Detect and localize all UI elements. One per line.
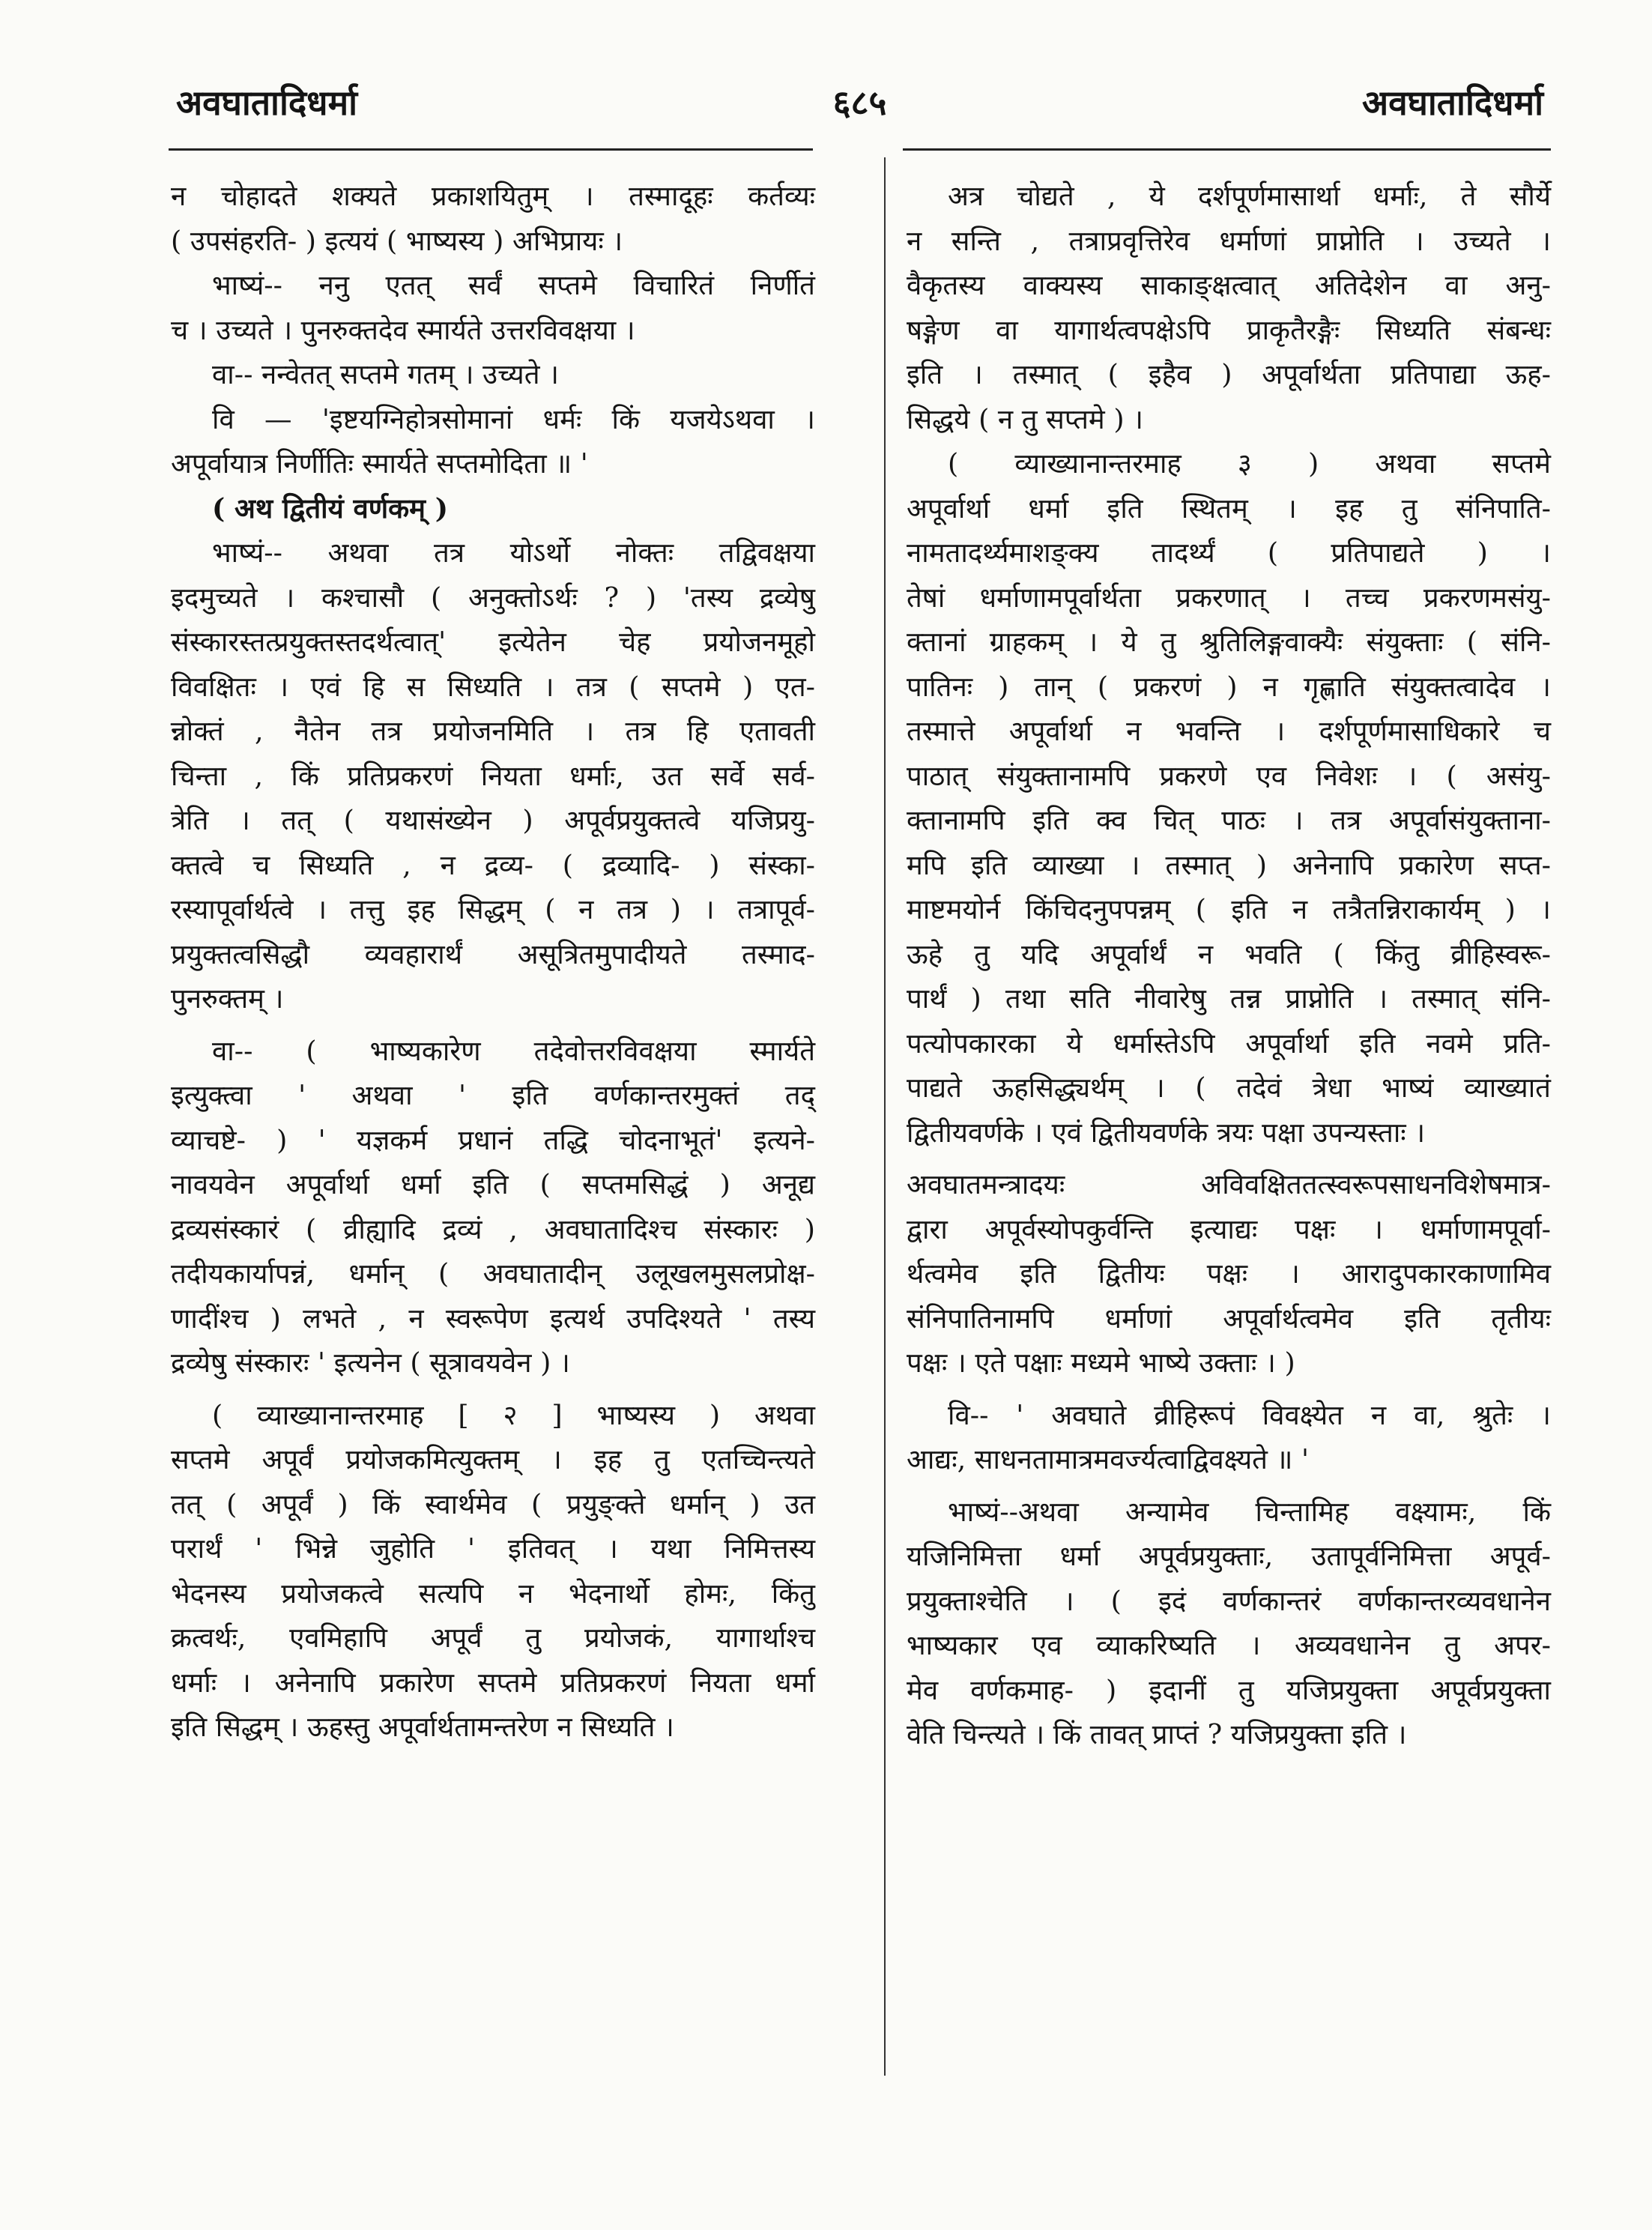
text-line: चिन्ता , किं प्रतिप्रकरणं नियता धर्माः, उत सर्वे सर्व-	[171, 759, 815, 792]
text-line: वैकृतस्य वाक्यस्य साकाङ्क्षत्वात् अतिदेशेन वा अनु-	[907, 269, 1551, 301]
text-line: पार्थं ) तथा सति नीवारेषु तन्न प्राप्नोति । तस्मात् संनि-	[907, 982, 1551, 1015]
text-line: ( व्याख्यानान्तरमाह ३ ) अथवा सप्तमे	[948, 447, 1551, 480]
text-line: पत्योपकारका ये धर्मास्तेऽपि अपूर्वार्था इति नवमे प्रति-	[907, 1027, 1551, 1060]
text-line: भाष्यं-- ननु एतत् सर्वं सप्तमे विचारितं निर्णीतं	[212, 269, 815, 301]
header-rule-right	[903, 148, 1551, 151]
header-rule-left	[169, 148, 813, 151]
text-line: विवक्षितः । एवं हि स सिध्यति । तत्र ( सप्तमे ) एत-	[171, 670, 815, 703]
text-line: न सन्ति , तत्राप्रवृत्तिरेव धर्माणां प्राप्नोति । उच्यते ।	[907, 224, 1551, 257]
running-title-left: अवघातादिधर्मा	[176, 82, 358, 123]
text-line: इति सिद्धम् । ऊहस्तु अपूर्वार्थतामन्तरेण न सिध्यति ।	[171, 1711, 674, 1743]
text-line: प्रयुक्ताश्चेति । ( इदं वर्णकान्तरं वर्णकान्तरव्यवधानेन	[907, 1584, 1551, 1617]
text-line: क्तानामपि इति क्व चित् पाठः । तत्र अपूर्वासंयुक्ताना-	[907, 804, 1551, 836]
text-line: भेदनस्य प्रयोजकत्वे सत्यपि न भेदनार्थो होमः, किंतु	[171, 1577, 815, 1610]
text-line: ( व्याख्यानान्तरमाह [ २ ] भाष्यस्य ) अथवा	[212, 1398, 815, 1431]
text-line: पाठात् संयुक्तानामपि प्रकरणे एव निवेशः । ( असंयु-	[907, 759, 1551, 792]
text-line: मेव वर्णकमाह- ) इदानीं तु यजिप्रयुक्ता अपूर्वप्रयुक्ता	[907, 1673, 1551, 1706]
text-line: पाद्यते ऊहसिद्ध्यर्थम् । ( तदेवं त्रेधा भाष्यं व्याख्यातं	[907, 1072, 1551, 1104]
text-line: भाष्यं-- अथवा तत्र योऽर्थो नोक्तः तद्विवक्षया	[212, 537, 815, 569]
text-line: वेति चिन्त्यते । किं तावत् प्राप्तं ? यजिप्रयुक्ता इति ।	[907, 1718, 1407, 1750]
text-line: तदीयकार्यापन्नं, धर्मान् ( अवघातादीन् उलूखलमुसलप्रोक्ष-	[171, 1257, 815, 1290]
text-line: न चोहादते शक्यते प्रकाशयितुम् । तस्मादूहः कर्तव्यः	[171, 180, 815, 212]
text-line: इत्युक्त्वा ' अथवा ' इति वर्णकान्तरमुक्तं तद्	[171, 1079, 815, 1111]
left-column	[171, 174, 815, 1750]
text-line: पुनरुक्तम् ।	[171, 982, 284, 1015]
running-title-right: अवघातादिधर्मा	[1361, 82, 1543, 123]
text-line: नामतादर्थ्यमाशङ्क्य तादर्थ्यं ( प्रतिपाद्यते ) ।	[907, 537, 1551, 569]
text-line: संस्कारस्तत्प्रयुक्तस्तदर्थत्वात्' इत्येतेन चेह प्रयोजनमूहो	[171, 626, 815, 658]
page-number: ६८५	[832, 82, 887, 123]
text-line: माष्टमयोर्न किंचिदनुपपन्नम् ( इति न तत्रैतन्निराकार्यम् ) ।	[907, 893, 1551, 925]
text-line: वा-- ( भाष्यकारेण तदेवोत्तरविवक्षया स्मार्यते	[212, 1034, 815, 1067]
text-line: त्रेति । तत् ( यथासंख्येन ) अपूर्वप्रयुक्तत्वे यजिप्रयु-	[171, 804, 815, 836]
text-line: वा-- नन्वेतत् सप्तमे गतम् । उच्यते ।	[212, 358, 559, 390]
text-line: रस्यापूर्वार्थत्वे । तत्तु इह सिद्धम् ( न तत्र ) । तत्रापूर्व-	[171, 893, 815, 925]
text-line: वि — 'इष्टयग्निहोत्रसोमानां धर्मः किं यजयेऽथवा ।	[212, 402, 815, 435]
text-line: प्रयुक्तत्वसिद्धौ व्यवहारार्थं असूत्रितमुपादीयते तस्माद-	[171, 937, 815, 970]
text-line: इति । तस्मात् ( इहैव ) अपूर्वार्थता प्रतिपाद्या ऊह-	[907, 358, 1551, 390]
column-divider	[884, 157, 886, 2076]
section-heading: ( अथ द्वितीयं वर्णकम् )	[212, 492, 448, 525]
text-line: इदमुच्यते । कश्चासौ ( अनुक्तोऽर्थः ? ) 'तस्य द्रव्येषु	[171, 581, 815, 614]
page-header	[169, 71, 1551, 139]
text-line: द्रव्येषु संस्कारः ' इत्यनेन ( सूत्रावयवेन ) ।	[171, 1347, 570, 1379]
text-line: यजिनिमित्ता धर्मा अपूर्वप्रयुक्ताः, उतापूर्वनिमित्ता अपूर्व-	[907, 1540, 1551, 1572]
text-line: तेषां धर्माणामपूर्वार्थता प्रकरणात् । तच्च प्रकरणमसंयु-	[907, 581, 1551, 614]
text-line: परार्थं ' भिन्ने जुहोति ' इतिवत् । यथा निमित्तस्य	[171, 1532, 815, 1565]
text-line: भाष्यं--अथवा अन्यामेव चिन्तामिह वक्ष्यामः, किं	[948, 1495, 1551, 1528]
text-line: क्तानां ग्राहकम् । ये तु श्रुतिलिङ्गवाक्यैः संयुक्ताः ( संनि-	[907, 626, 1551, 658]
text-line: ऊहे तु यदि अपूर्वार्थं न भवति ( किंतु व्रीहिस्वरू-	[907, 937, 1551, 970]
text-line: अत्र चोद्यते , ये दर्शपूर्णमासार्था धर्माः, ते सौर्ये	[948, 180, 1551, 212]
text-line: वि-- ' अवघाते व्रीहिरूपं विवक्ष्येत न वा, श्रुतेः ।	[948, 1398, 1551, 1431]
text-line: षङ्गेण वा यागार्थत्वपक्षेऽपि प्राकृतैरङ्गैः सिध्यति संबन्धः	[907, 313, 1551, 346]
text-line: ( उपसंहरति- ) इत्ययं ( भाष्यस्य ) अभिप्रायः ।	[171, 224, 623, 257]
text-line: द्वारा अपूर्वस्योपकुर्वन्ति इत्याद्यः पक्षः । धर्माणामपूर्वा-	[907, 1212, 1551, 1245]
text-line: क्रत्वर्थः, एवमिहापि अपूर्वं तु प्रयोजकं, यागार्थाश्च	[171, 1622, 815, 1654]
text-line: व्याचष्टे- ) ' यज्ञकर्म प्रधानं तद्धि चोदनाभूतं' इत्यने-	[171, 1123, 815, 1156]
text-line: तस्मात्ते अपूर्वार्था न भवन्ति । दर्शपूर्णमासाधिकारे च	[907, 715, 1551, 747]
text-line: द्रव्यसंस्कारं ( व्रीह्यादि द्रव्यं , अवघातादिश्च संस्कारः )	[171, 1212, 815, 1245]
text-line: तत् ( अपूर्वं ) किं स्वार्थमेव ( प्रयुङ्क्ते धर्मान् ) उत	[171, 1487, 815, 1520]
text-line: संनिपातिनामपि धर्माणां अपूर्वार्थत्वमेव इति तृतीयः	[907, 1302, 1551, 1335]
text-line: अवघातमन्त्रादयः अविवक्षिततत्स्वरूपसाधनविशेषमात्र-	[907, 1168, 1551, 1200]
text-line: अपूर्वार्था धर्मा इति स्थितम् । इह तु संनिपाति-	[907, 492, 1551, 525]
text-line: पातिनः ) तान् ( प्रकरणं ) न गृह्णाति संयुक्तत्वादेव ।	[907, 670, 1551, 703]
text-line: नावयवेन अपूर्वार्था धर्मा इति ( सप्तमसिद्धं ) अनूद्य	[171, 1168, 815, 1200]
text-line: अपूर्वायात्र निर्णीतिः स्मार्यते सप्तमोदिता ॥ '	[171, 447, 588, 480]
text-line: क्तत्वे च सिध्यति , न द्रव्य- ( द्रव्यादि- ) संस्का-	[171, 848, 815, 881]
text-line: पक्षः । एते पक्षाः मध्यमे भाष्ये उक्ताः । )	[907, 1347, 1295, 1379]
text-line: णादींश्च ) लभते , न स्वरूपेण इत्यर्थ उपदिश्यते ' तस्य	[171, 1302, 815, 1335]
text-line: न्नोक्तं , नैतेन तत्र प्रयोजनमिति । तत्र हि एतावती	[171, 715, 815, 747]
text-line: सप्तमे अपूर्वं प्रयोजकमित्युक्तम् । इह तु एतच्चिन्त्यते	[171, 1443, 815, 1475]
text-line: भाष्यकार एव व्याकरिष्यति । अव्यवधानेन तु अपर-	[907, 1629, 1551, 1661]
text-line: धर्माः । अनेनापि प्रकारेण सप्तमे प्रतिप्रकरणं नियता धर्मा	[171, 1666, 815, 1699]
text-line: मपि इति व्याख्या । तस्मात् ) अनेनापि प्रकारेण सप्त-	[907, 848, 1551, 881]
right-column	[907, 174, 1551, 1757]
text-line: सिद्धये ( न तु सप्तमे ) ।	[907, 402, 1143, 435]
text-line: च । उच्यते । पुनरुक्तदेव स्मार्यते उत्तरविवक्षया ।	[171, 313, 635, 346]
text-line: आद्यः, साधनतामात्रमवर्ज्यत्वाद्विवक्ष्यते ॥ '	[907, 1443, 1310, 1475]
text-line: र्थत्वमेव इति द्वितीयः पक्षः । आरादुपकारकाणामिव	[907, 1257, 1551, 1290]
text-line: द्वितीयवर्णके । एवं द्वितीयवर्णके त्रयः पक्षा उपन्यस्ताः ।	[907, 1116, 1426, 1149]
